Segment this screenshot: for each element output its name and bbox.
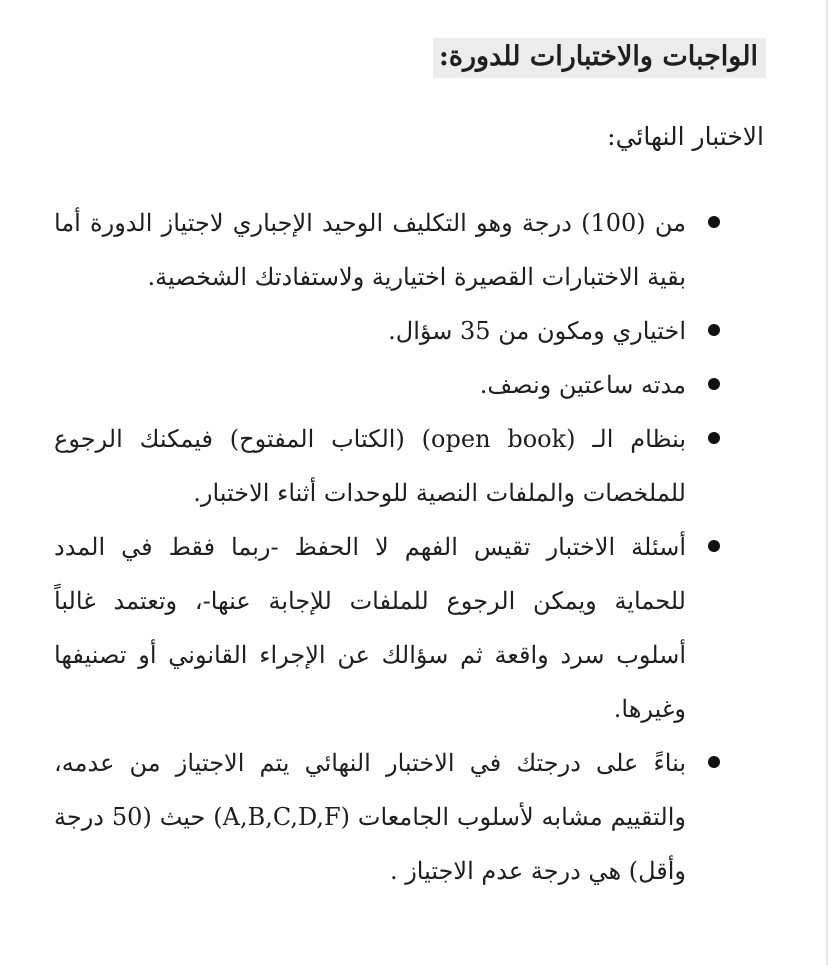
bullet-icon	[708, 216, 720, 228]
bullet-text: بنظام الـ (open book) (الكتاب المفتوح) فيمكنك الرجوع للملخصات والملفات النصية للوحدات أثناء الاختبار.	[54, 425, 687, 507]
final-exam-bullet-list	[54, 196, 734, 898]
bullet-item-duration	[54, 358, 734, 412]
bullet-text: أسئلة الاختبار تقيس الفهم لا الحفظ -ربما فقط في المدد للحماية ويمكن الرجوع للملفات للإجابة عنها-، وتعتمد غالباً أسلوب سرد واقعة ثم سؤالك عن الإجراء القانوني أو تصنيفها وغيرها.	[54, 533, 686, 723]
bullet-icon	[708, 378, 720, 390]
final-exam-subtitle: الاختبار النهائي:	[607, 122, 764, 151]
section-title: الواجبات والاختبارات للدورة:	[433, 38, 766, 78]
bullet-icon	[708, 324, 720, 336]
bullet-item-questions	[54, 304, 734, 358]
bullet-text: من (100) درجة وهو التكليف الوحيد الإجباري لاجتياز الدورة أما بقية الاختبارات القصيرة اختيارية ولاستفادتك الشخصية.	[54, 209, 687, 291]
bullet-text: مدته ساعتين ونصف.	[479, 371, 686, 399]
bullet-icon	[708, 432, 720, 444]
bullet-item-open-book	[54, 412, 734, 520]
bullet-icon	[708, 756, 720, 768]
bullet-item-question-style	[54, 520, 734, 736]
bullet-text: بناءً على درجتك في الاختبار النهائي يتم الاجتياز من عدمه، والتقييم مشابه لأسلوب الجامعات (A,B,C,D,F) حيث (50 درجة وأقل) هي درجة عدم الاجتياز .	[54, 749, 686, 885]
bullet-text: اختياري ومكون من 35 سؤال.	[388, 317, 686, 345]
bullet-item-grading	[54, 736, 734, 898]
bullet-icon	[708, 540, 720, 552]
bullet-item-grade	[54, 196, 734, 304]
